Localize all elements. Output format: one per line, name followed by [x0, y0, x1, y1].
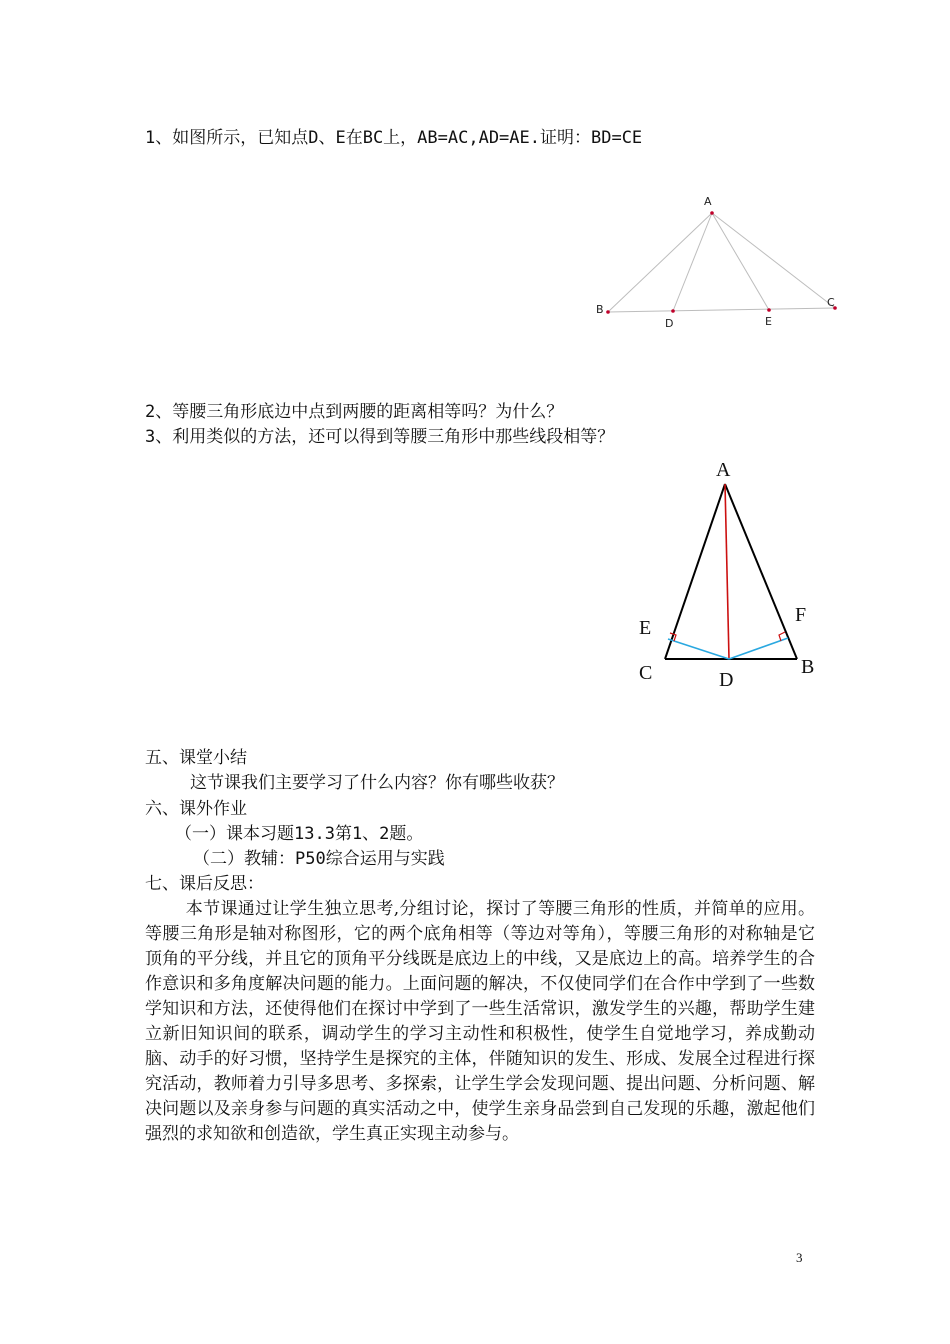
median-ad — [725, 484, 729, 659]
segment-ae — [712, 213, 769, 310]
page-number: 3 — [796, 1250, 803, 1265]
segment-ab — [608, 213, 712, 312]
label-f: F — [795, 604, 807, 626]
label-e: E — [639, 617, 652, 639]
problem-3: 3、利用类似的方法，还可以得到等腰三角形中那些线段相等？ — [145, 427, 615, 447]
label-a: A — [716, 459, 731, 481]
side-ac — [665, 484, 725, 659]
label-d: D — [719, 669, 734, 691]
point-a — [710, 211, 714, 215]
section-5-heading: 五、课堂小结 — [145, 748, 247, 768]
side-ab — [725, 484, 797, 659]
label-d: D — [665, 317, 674, 330]
label-b: B — [801, 656, 815, 678]
point-b — [606, 310, 610, 314]
homework-item-2: （二）教辅：P50综合运用与实践 — [193, 849, 445, 869]
segment-ac — [712, 213, 835, 308]
figure-1-triangle — [590, 190, 850, 335]
homework-item-1: （一）课本习题13.3第1、2题。 — [175, 824, 424, 844]
point-e — [767, 308, 771, 312]
problem-2: 2、等腰三角形底边中点到两腰的距离相等吗？为什么？ — [145, 402, 564, 422]
point-d — [671, 309, 675, 313]
label-e: E — [765, 315, 772, 328]
perpendicular-df — [729, 638, 788, 659]
label-b: B — [596, 303, 604, 316]
label-c: C — [827, 296, 835, 309]
problem-1: 1、如图所示，已知点D、E在BC上，AB=AC,AD=AE.证明：BD=CE — [145, 128, 643, 148]
section-7-heading: 七、课后反思： — [145, 874, 264, 894]
perpendicular-de — [668, 639, 729, 659]
label-a: A — [704, 195, 712, 208]
segment-ad — [673, 213, 712, 311]
section-5-text: 这节课我们主要学习了什么内容？你有哪些收获？ — [190, 773, 564, 793]
figure-2-triangle — [625, 452, 830, 692]
reflection-paragraph: 本节课通过让学生独立思考,分组讨论，探讨了等腰三角形的性质，并简单的应用。等腰三角形是轴对称图形，它的两个底角相等（等边对等角），等腰三角形的对称轴是它顶角的平分线，并且它的顶角平分线既是底边上的中线，又是底边上的高。培养学生的合作意识和多角度解决问题的能力。上面问题的解决，不仅使同学们在合作中学到了一些数学知识和方法，还使得他们在探讨中学到了一些生活常识，激发学生的兴趣，帮助学生建立新旧知识间的联系，调动学生的学习主动性和积极性，使学生自觉地学习，养成勤动脑、动手的好习惯，坚持学生是探究的主体，伴随知识的发生、形成、发展全过程进行探究活动，教师着力引导多思考、多探索，让学生学会发现问题、提出问题、分析问题、解决问题以及亲身参与问题的真实活动之中，使学生亲身品尝到自己发现的乐趣，激起他们强烈的求知欲和创造欲，学生真正实现主动参与。 — [145, 899, 815, 1144]
segment-bc — [608, 308, 835, 312]
section-6-heading: 六、课外作业 — [145, 799, 247, 819]
label-c: C — [639, 662, 653, 684]
